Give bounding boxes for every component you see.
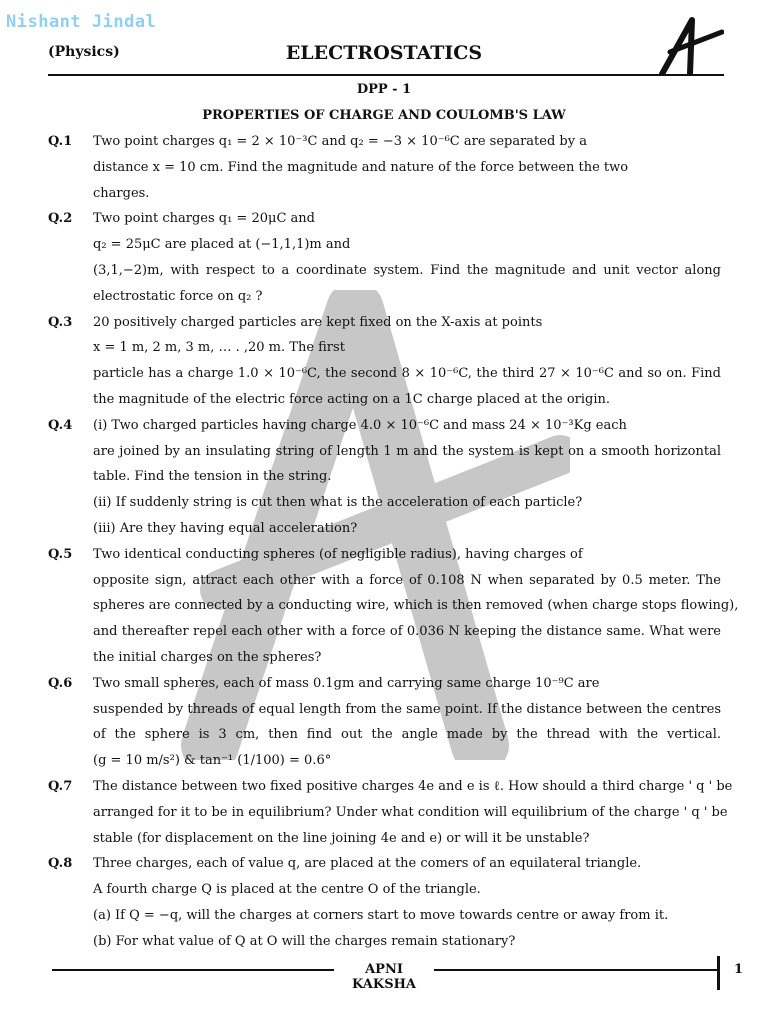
question-text-line: and thereafter repel each other with a force of 0.036 N keeping the distance same. What were <box>93 624 721 640</box>
question-text-line: electrostatic force on q₂ ? <box>93 288 263 304</box>
question-text-line: particle has a charge 1.0 × 10⁻⁶C, the second 8 × 10⁻⁶C, the third 27 × 10⁻⁶C and so on. Find <box>93 366 721 382</box>
question-text-line: q₂ = 25μC are placed at (−1,1,1)m and <box>93 237 351 253</box>
footer-brand: APNI KAKSHA <box>352 962 416 992</box>
question-text-line: (b) For what value of Q at O will the charges remain stationary? <box>93 933 516 949</box>
question-number: Q.6 <box>48 675 73 691</box>
question-text-line: the magnitude of the electric force acting on a 1C charge placed at the origin. <box>93 391 611 407</box>
watermark-author-name: Nishant Jindal <box>6 12 157 32</box>
question-text-line: x = 1 m, 2 m, 3 m, … . ,20 m. The first <box>93 340 345 356</box>
question-text-line: (a) If Q = −q, will the charges at corners start to move towards centre or away from it. <box>93 907 669 923</box>
question-text-line: Two point charges q₁ = 2 × 10⁻³C and q₂ = −3 × 10⁻⁶C are separated by a <box>93 134 587 149</box>
apni-kaksha-logo <box>652 16 724 76</box>
question-item <box>0 310 768 413</box>
question-text-line: A fourth charge Q is placed at the centre O of the triangle. <box>93 882 481 898</box>
subject-label: (Physics) <box>48 44 120 60</box>
question-number: Q.5 <box>48 546 73 562</box>
page-title: ELECTROSTATICS <box>285 42 483 64</box>
question-text-line: (i) Two charged particles having charge 4.0 × 10⁻⁶C and mass 24 × 10⁻³Kg each <box>93 417 627 433</box>
question-text-line: charges. <box>93 185 150 201</box>
question-text-line: spheres are connected by a conducting wire, which is then removed (when charge stops flowing), <box>93 598 739 614</box>
question-text-line: Two identical conducting spheres (of negligible radius), having charges of <box>93 546 583 562</box>
question-item <box>0 413 768 542</box>
question-text-line: are joined by an insulating string of length 1 m and the system is kept on a smooth horizontal <box>93 443 721 459</box>
question-number: Q.2 <box>48 211 73 227</box>
question-number: Q.8 <box>48 856 73 872</box>
question-text-line: (g = 10 m/s²) & tan⁻¹ (1/100) = 0.6° <box>93 753 332 769</box>
question-text-line: arranged for it to be in equilibrium? Under what condition will equilibrium of the charge ' q ' be <box>93 804 728 820</box>
question-text-line: table. Find the tension in the string. <box>93 469 332 485</box>
question-text-line: (3,1,−2)m, with respect to a coordinate system. Find the magnitude and unit vector along <box>93 262 721 278</box>
question-text-line: (ii) If suddenly string is cut then what is the acceleration of each particle? <box>93 495 583 511</box>
question-list <box>0 129 768 955</box>
dpp-label: DPP - 1 <box>356 82 412 97</box>
question-text-line: Two small spheres, each of mass 0.1gm and carrying same charge 10⁻⁹C are <box>93 675 600 691</box>
footer-rule-tick <box>717 956 720 990</box>
question-item <box>0 851 768 954</box>
header-divider <box>48 74 724 76</box>
question-text-line: 20 positively charged particles are kept fixed on the X-axis at points <box>93 314 543 330</box>
question-item <box>0 671 768 774</box>
question-number: Q.7 <box>48 778 73 794</box>
topic-heading: PROPERTIES OF CHARGE AND COULOMB'S LAW <box>202 108 566 123</box>
question-item <box>0 206 768 309</box>
question-number: Q.3 <box>48 314 73 330</box>
question-number: Q.1 <box>48 134 73 149</box>
question-text-line: the initial charges on the spheres? <box>93 649 322 665</box>
question-item <box>0 129 768 206</box>
footer-rule-left <box>52 969 334 971</box>
question-text-line: opposite sign, attract each other with a force of 0.108 N when separated by 0.5 meter. The <box>93 572 721 588</box>
question-text-line: (iii) Are they having equal acceleration? <box>93 520 358 536</box>
question-text-line: stable (for displacement on the line joining 4e and e) or will it be unstable? <box>93 830 590 846</box>
question-text-line: Three charges, each of value q, are placed at the comers of an equilateral triangle. <box>93 856 642 872</box>
question-text-line: Two point charges q₁ = 20μC and <box>93 211 315 227</box>
question-text-line: The distance between two fixed positive charges 4e and e is ℓ. How should a third charge ' q ' be <box>93 778 733 794</box>
question-number: Q.4 <box>48 417 73 433</box>
question-item <box>0 774 768 851</box>
footer-rule-right <box>434 969 718 971</box>
question-text-line: distance x = 10 cm. Find the magnitude and nature of the force between the two <box>93 159 629 175</box>
question-text-line: of the sphere is 3 cm, then find out the angle made by the thread with the vertical. <box>93 727 721 743</box>
page-number: 1 <box>734 962 744 977</box>
question-item <box>0 542 768 671</box>
question-text-line: suspended by threads of equal length from the same point. If the distance between the centres <box>93 701 721 717</box>
